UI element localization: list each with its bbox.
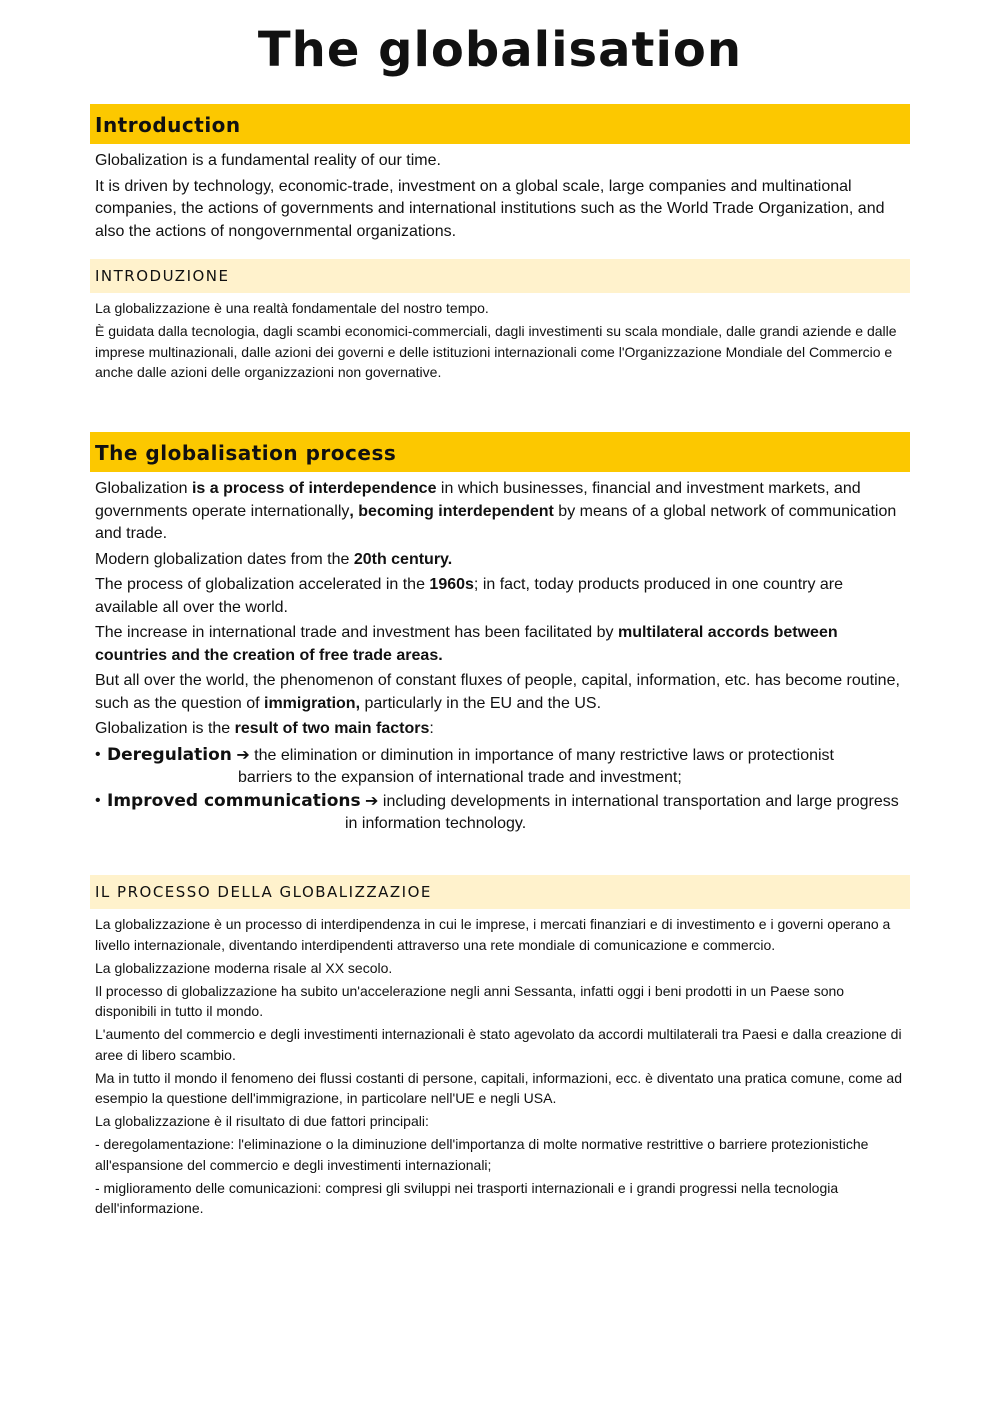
bold-text: , becoming interdependent (349, 502, 554, 520)
document-title: The globalisation (257, 22, 743, 78)
text-run: Globalization (95, 480, 192, 497)
process-paragraph (95, 478, 905, 546)
bullet-icon: • (95, 745, 101, 763)
text-run: ; in fact, today products produced in one country are available all over the world. (95, 576, 844, 616)
processo-paragraph: La globalizzazione moderna risale al XX secolo. (95, 959, 393, 976)
process-paragraph (95, 718, 905, 741)
intro-paragraph: It is driven by technology, economic-trade, investment on a global scale, large companies and multinational companies, the actions of governments and international institutions such as the World Trade Organization, and also the actions of nongovernmental organizations. (95, 177, 885, 240)
introduzione-paragraph: La globalizzazione è una realtà fondamentale del nostro tempo. (95, 300, 489, 316)
introduzione-body (90, 293, 910, 383)
bold-text: 20th century. (353, 550, 453, 568)
text-run: But all over the world, the phenomenon of constant fluxes of people, capital, information, etc. has become routine, such as the question of (95, 672, 900, 712)
process-paragraph (95, 549, 905, 572)
processo-paragraph: La globalizzazione è il risultato di due fattori principali: (95, 1113, 429, 1129)
list-item (95, 744, 905, 790)
processo-paragraph: La globalizzazione è un processo di interdipendenza in cui le imprese, i mercati finanziari e di investimento e i governi operano a livello internazionale, diventando interdipendenti attraverso una rete mondiale di comunicazione e commercio. (95, 916, 891, 953)
processo-paragraph: Ma in tutto il mondo il fenomeno dei flussi costanti di persone, capitali, informazioni, ecc. è diventato una pratica comune, come ad esempio la questione dell'immigrazione, in particolare nell'UE e negli USA. (95, 1069, 902, 1106)
list-item (95, 790, 905, 836)
intro-body (90, 144, 910, 243)
factor-description-continued: barriers to the expansion of international trade and investment; (238, 769, 682, 786)
processo-section (90, 875, 910, 1221)
factor-term: Improved communications (107, 790, 361, 811)
processo-paragraph: Il processo di globalizzazione ha subito un'accelerazione negli anni Sessanta, infatti oggi i beni prodotti in un Paese sono disponibili in tutto il mondo. (95, 982, 845, 1019)
text-run: The increase in international trade and investment has been facilitated by (95, 624, 618, 641)
text-run: particularly in the EU and the US. (360, 694, 602, 712)
text-run: Globalization is the (95, 720, 235, 737)
bold-text: result of two main factors (234, 720, 430, 737)
factor-description: the elimination or diminution in importance of many restrictive laws or protectionist (249, 746, 834, 764)
bold-text: immigration, (264, 694, 361, 712)
introduzione-paragraph: È guidata dalla tecnologia, dagli scambi economici-commerciali, dagli investimenti su scala mondiale, dalle grandi aziende e dalle imprese multinazionali, dalle azioni dei governi e delle istituzioni internazionali come l'Organizzazione Mondiale del Commercio e anche dalle azioni delle organizzazioni non governative. (95, 323, 897, 380)
processo-paragraph: - miglioramento delle comunicazioni: compresi gli sviluppi nei trasporti internazionali e i grandi progressi nella tecnologia dell'informazione. (95, 1179, 839, 1216)
intro-heading: Introduction (90, 104, 910, 144)
bold-text: multilateral accords between countries and the creation of free trade areas. (95, 624, 838, 664)
bold-text: is a process of interdependence (191, 480, 437, 497)
text-run: The process of globalization accelerated in the (95, 576, 430, 593)
processo-paragraph: L'aumento del commercio e degli investimenti internazionali è stato agevolato da accordi multilaterali tra Paesi e dalla creazione di aree di libero scambio. (95, 1026, 902, 1063)
process-paragraph (95, 574, 905, 619)
process-paragraph (95, 622, 905, 667)
introduzione-section (90, 259, 910, 385)
processo-body (90, 909, 910, 1219)
intro-section (90, 104, 910, 246)
factor-description: including developments in international transportation and large progress (378, 792, 899, 810)
bullet-icon: • (95, 791, 101, 809)
bold-text: 1960s (429, 576, 474, 593)
process-body (90, 472, 910, 836)
processo-paragraph: - deregolamentazione: l'eliminazione o la diminuzione dell'importanza di molte normative restrittive o barriere protezionistiche all'espansione del commercio e degli investimenti internazionali; (95, 1136, 869, 1173)
arrow-icon: ➔ (365, 792, 379, 810)
process-section (90, 432, 910, 836)
process-heading: The globalisation process (90, 432, 910, 472)
arrow-icon: ➔ (236, 746, 250, 764)
factors-list (95, 744, 905, 836)
introduzione-heading: INTRODUZIONE (90, 259, 910, 293)
intro-paragraph: Globalization is a fundamental reality of our time. (95, 152, 441, 169)
text-run: by means of a global network of communication and trade. (95, 502, 897, 542)
text-run: : (429, 720, 434, 737)
text-run: Modern globalization dates from the (95, 550, 354, 568)
processo-heading: IL PROCESSO DELLA GLOBALIZZAZIOE (90, 875, 910, 909)
factor-description-continued: in information technology. (345, 815, 527, 832)
text-run: in which businesses, financial and investment markets, and governments operate internationally (95, 480, 861, 520)
process-paragraph (95, 670, 905, 715)
factor-term: Deregulation (107, 744, 232, 765)
